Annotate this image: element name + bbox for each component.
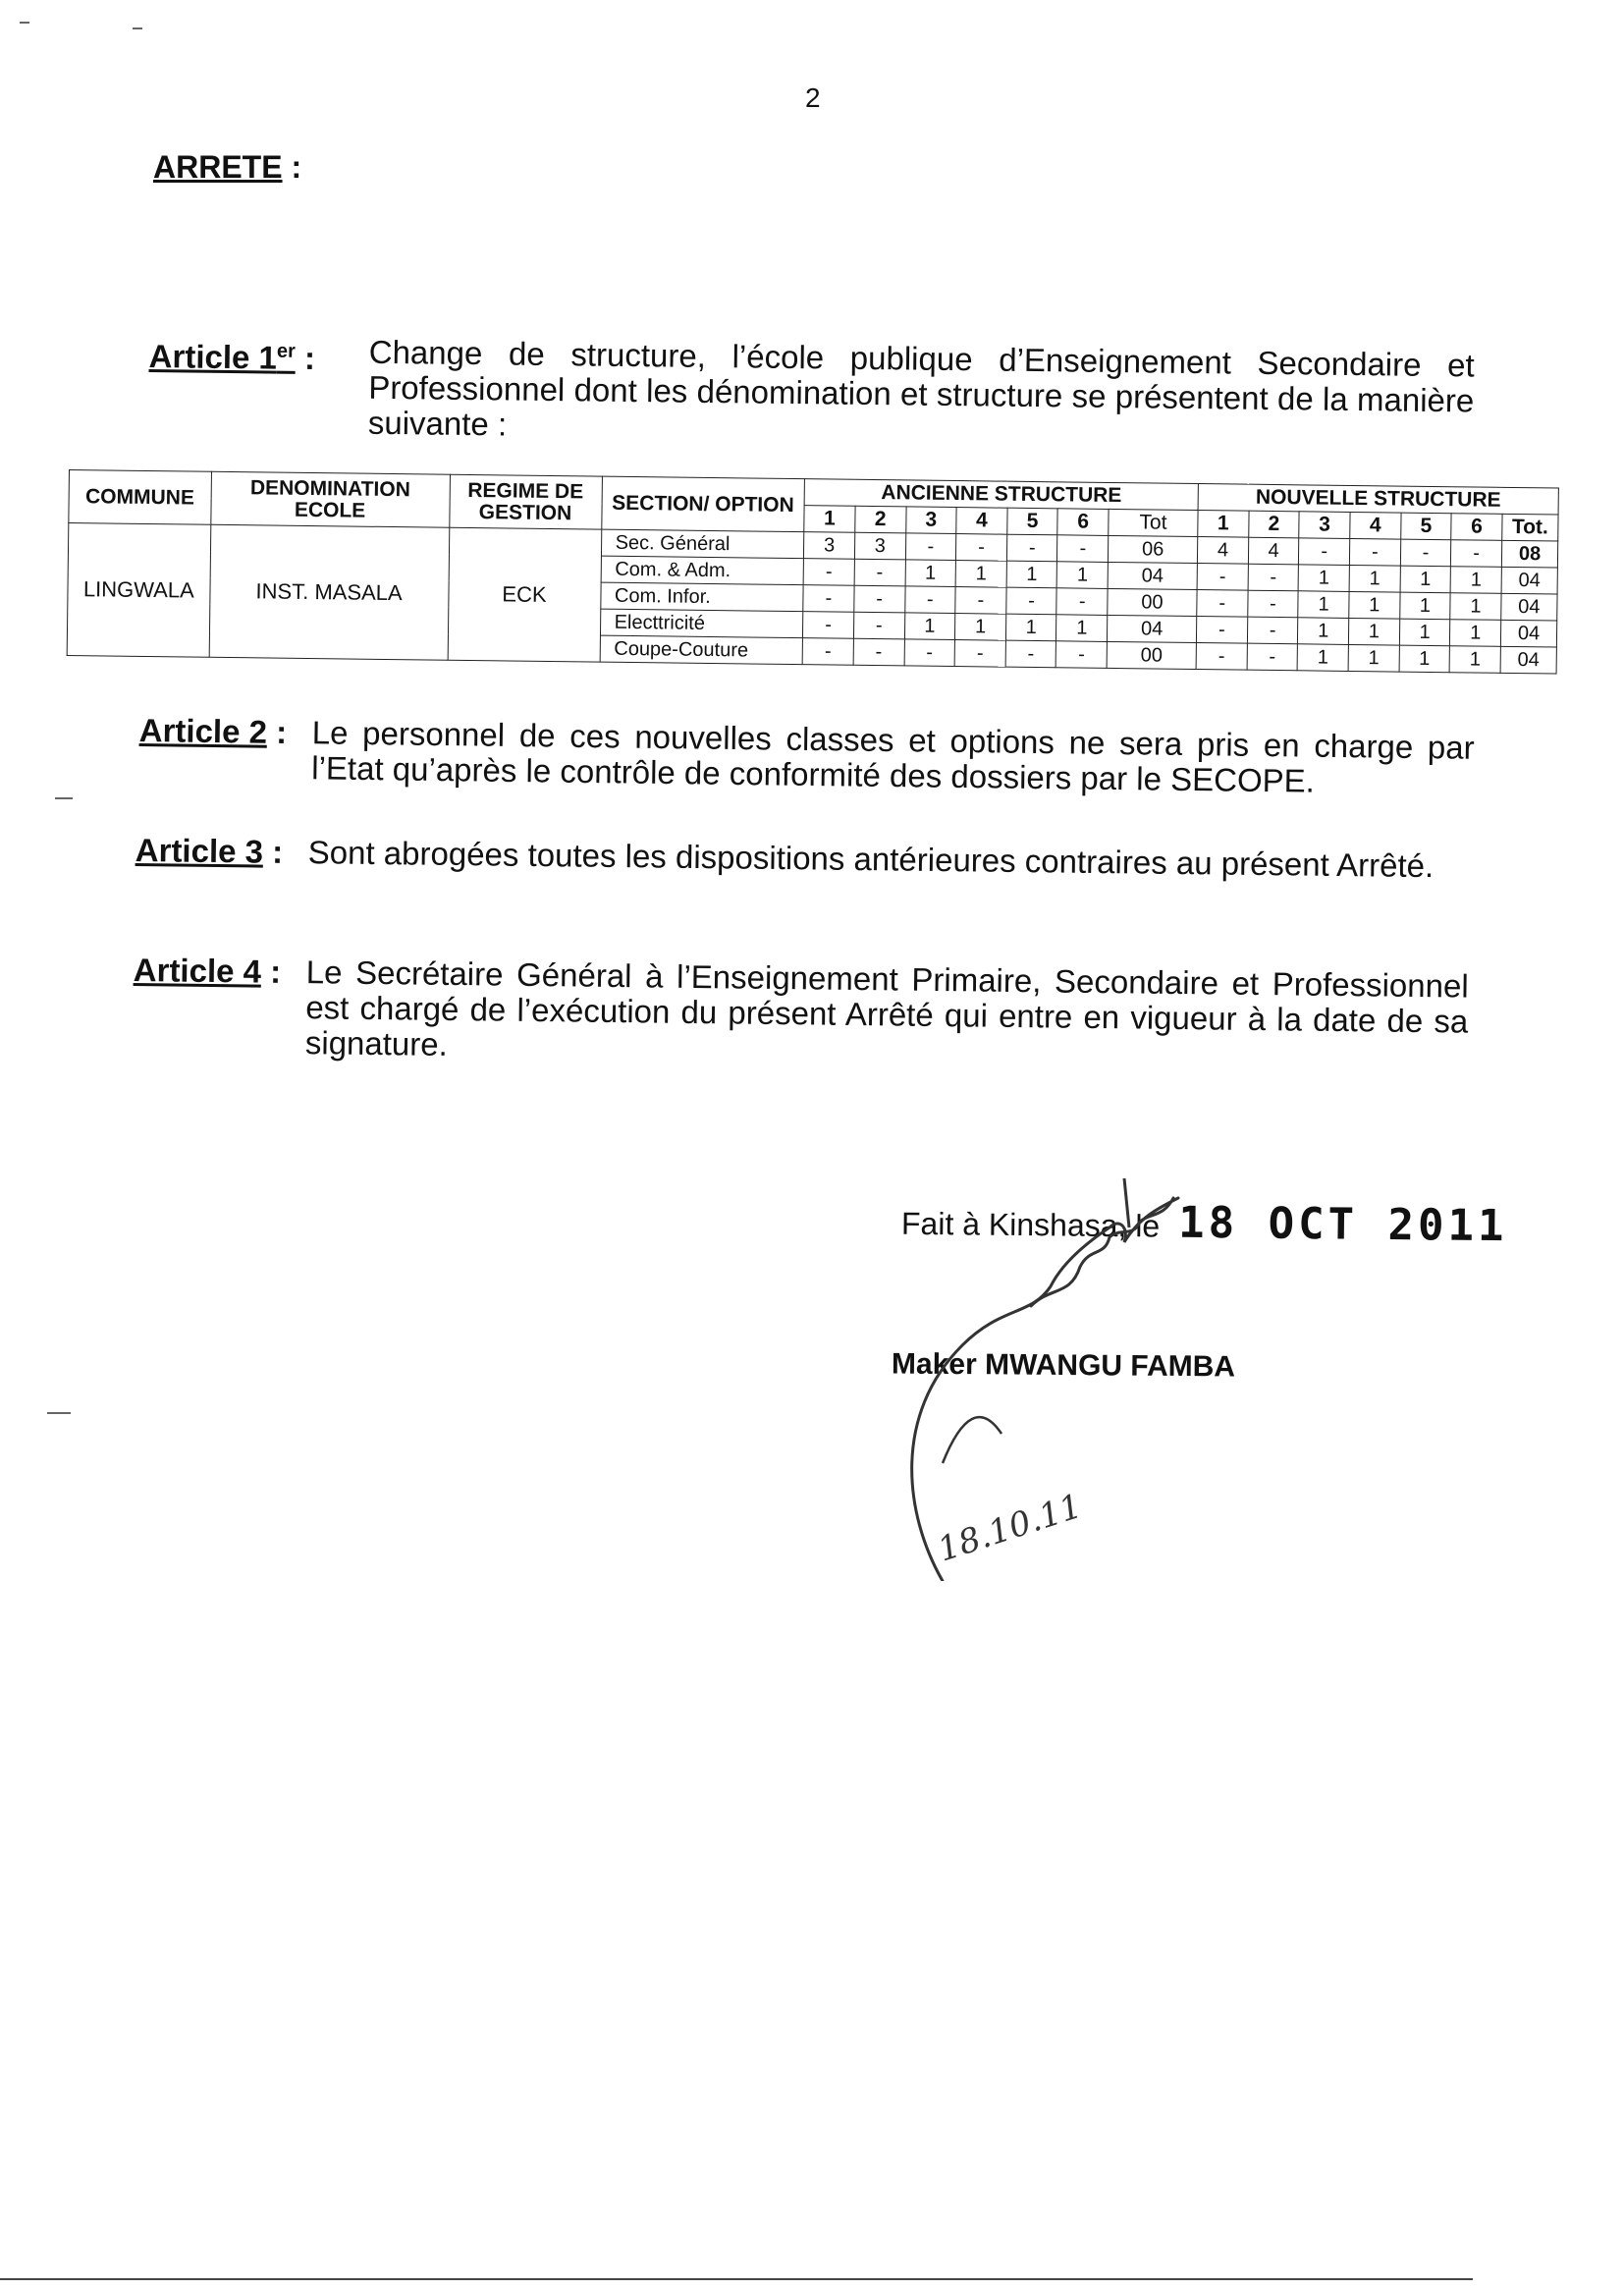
header-ancienne-col: 6	[1057, 509, 1109, 536]
cell-value: -	[854, 585, 905, 613]
cell-value: -	[1196, 617, 1247, 644]
article-4-label: Article 4	[133, 952, 262, 990]
cell-value: 1	[1348, 618, 1399, 645]
article-1	[148, 332, 1475, 454]
article-4-colon: :	[269, 953, 282, 990]
scan-speck	[133, 27, 142, 29]
cell-value: -	[803, 585, 854, 613]
header-nouvelle-col: 1	[1198, 511, 1249, 538]
header-nouvelle-col: 2	[1248, 511, 1299, 538]
cell-value: -	[1248, 564, 1299, 591]
arrete-title: ARRETE	[153, 149, 283, 185]
cell-value: -	[1056, 588, 1108, 616]
arrete-colon: :	[291, 149, 302, 185]
cell-value: 1	[904, 613, 955, 640]
scan-bottom-edge	[0, 2278, 1473, 2280]
article-4	[133, 953, 1469, 1075]
handwritten-signature	[884, 1169, 1218, 1581]
header-ancienne-col: 4	[956, 508, 1007, 535]
article-4-text: Le Secrétaire Général à l’Enseignement Primaire, Secondaire et Professionnel est chargé de l’exécution du présent Arrêté qui entre en vigueur à la date de sa signature.	[304, 954, 1469, 1063]
cell-value: 1	[1400, 566, 1451, 593]
cell-total: 00	[1107, 641, 1196, 669]
cell-value: -	[1005, 640, 1056, 668]
cell-value: -	[904, 639, 955, 667]
cell-value: 1	[955, 561, 1006, 588]
cell-value: -	[1299, 538, 1350, 566]
cell-value: -	[1056, 641, 1108, 669]
handwritten-date: 18.10.11	[933, 1486, 1087, 1570]
article-1-colon: :	[303, 339, 316, 377]
cell-regime: ECK	[448, 527, 602, 662]
article-1-text: Change de structure, l’école publique d’Enseignement Secondaire et Professionnel dont les dénomination et structure se présentent de la manière suivante :	[367, 333, 1475, 443]
article-4-label-wrap	[133, 953, 306, 1061]
article-1-label: Article 1er	[148, 337, 297, 376]
cell-section: Com. Infor.	[600, 582, 803, 612]
cell-value: -	[1247, 617, 1298, 644]
article-3-text: Sont abrogées toutes les dispositions antérieures contraires au présent Arrêté.	[307, 834, 1435, 885]
cell-total: 08	[1501, 540, 1557, 568]
cell-value: -	[956, 534, 1007, 562]
header-nouvelle-col: Tot.	[1502, 514, 1558, 541]
header-nouvelle-col: 3	[1299, 512, 1350, 539]
cell-value: -	[803, 612, 854, 639]
header-denomination: DENOMINATION ECOLE	[210, 471, 449, 527]
cell-value: -	[1006, 587, 1057, 615]
header-section: SECTION/ OPTION	[601, 476, 804, 532]
scan-speck	[47, 1412, 71, 1414]
cell-value: 1	[1005, 614, 1056, 641]
header-commune: COMMUNE	[69, 470, 211, 525]
page-number: 2	[805, 82, 821, 113]
cell-total: 04	[1501, 593, 1557, 621]
article-1-sup: er	[276, 340, 297, 362]
cell-value: -	[802, 638, 853, 666]
article-3	[135, 833, 1471, 885]
cell-value: 1	[1349, 591, 1400, 619]
header-ancienne-col: 3	[905, 507, 956, 534]
article-2-text: Le personnel de ces nouvelles classes et options ne sera pris en charge par l’Etat qu’après le contrôle de conformité des dossiers par le SECOPE.	[311, 714, 1475, 799]
cell-total: 06	[1109, 535, 1198, 563]
cell-value: -	[1400, 539, 1451, 567]
cell-value: 1	[1450, 567, 1501, 594]
header-ancienne-col: 5	[1007, 508, 1058, 535]
cell-value: 1	[1057, 562, 1109, 589]
cell-total: 00	[1108, 588, 1197, 616]
cell-value: 1	[1399, 645, 1450, 673]
arrete-heading	[153, 149, 301, 186]
cell-section: Com. & Adm.	[601, 556, 804, 585]
header-ancienne-structure: ANCIENNE STRUCTURE	[804, 479, 1198, 511]
cell-value: -	[803, 559, 854, 586]
cell-value: 1	[1298, 618, 1349, 645]
cell-value: -	[904, 586, 955, 614]
header-ancienne-col: 1	[804, 506, 855, 533]
structure-table	[67, 469, 1559, 675]
cell-value: -	[905, 533, 956, 561]
cell-value: 1	[1349, 565, 1400, 592]
cell-value: -	[1349, 538, 1400, 566]
cell-value: 1	[1348, 644, 1399, 672]
cell-total: 04	[1108, 562, 1197, 589]
cell-value: -	[1197, 590, 1248, 618]
header-regime: REGIME DE GESTION	[449, 474, 602, 529]
cell-value: 4	[1248, 537, 1299, 565]
article-2-label-wrap	[138, 713, 312, 786]
cell-value: 1	[1399, 619, 1450, 646]
cell-total: 04	[1501, 567, 1557, 594]
cell-value: -	[1057, 535, 1109, 563]
cell-value: 1	[1297, 644, 1348, 672]
cell-value: -	[1451, 540, 1502, 568]
cell-value: -	[854, 559, 905, 586]
cell-value: -	[1197, 564, 1248, 591]
cell-total: 04	[1500, 620, 1556, 647]
header-nouvelle-col: 4	[1350, 512, 1401, 539]
article-2	[138, 713, 1475, 801]
signoff-date-stamp: 18 OCT 2011	[1177, 1197, 1508, 1252]
cell-value: 1	[1298, 591, 1349, 619]
signatory-name: Maker MWANGU FAMBA	[891, 1347, 1236, 1384]
cell-value: 1	[905, 560, 956, 587]
cell-section: Electtricité	[600, 609, 803, 638]
article-3-label: Article 3	[135, 832, 264, 870]
article-3-label-wrap	[135, 833, 308, 870]
cell-value: 1	[1399, 592, 1450, 620]
cell-value: 1	[1450, 620, 1501, 647]
cell-value: 3	[854, 532, 905, 560]
cell-section: Coupe-Couture	[600, 635, 803, 665]
article-3-colon: :	[271, 833, 284, 870]
cell-value: 1	[1006, 561, 1057, 588]
cell-total: 04	[1108, 615, 1197, 642]
cell-value: -	[954, 640, 1005, 668]
signoff-place: Fait à Kinshasa, le	[900, 1205, 1161, 1244]
cell-commune: LINGWALA	[67, 523, 210, 658]
header-nouvelle-col: 6	[1451, 514, 1502, 541]
cell-value: -	[1196, 643, 1247, 671]
cell-value: -	[955, 587, 1006, 615]
scan-speck	[20, 22, 29, 24]
cell-value: -	[1247, 643, 1298, 671]
cell-value: 1	[1298, 565, 1349, 592]
cell-value: 1	[955, 614, 1006, 641]
cell-value: -	[1006, 534, 1057, 562]
cell-value: -	[1247, 590, 1298, 618]
cell-total: 04	[1500, 646, 1556, 674]
article-2-label: Article 2	[138, 712, 268, 750]
cell-value: -	[853, 638, 904, 666]
cell-value: 1	[1056, 615, 1108, 642]
header-ancienne-col: Tot	[1109, 509, 1198, 536]
cell-value: 3	[804, 532, 855, 560]
header-ancienne-col: 2	[855, 506, 906, 533]
cell-value: -	[853, 612, 904, 639]
cell-denomination: INST. MASALA	[209, 524, 449, 660]
cell-value: 1	[1450, 593, 1501, 621]
article-1-label-wrap	[148, 332, 369, 441]
cell-value: 1	[1449, 646, 1500, 674]
article-2-colon: :	[275, 713, 288, 750]
header-nouvelle-col: 5	[1400, 513, 1451, 540]
cell-section: Sec. Général	[601, 529, 804, 559]
scan-speck	[55, 797, 73, 799]
header-nouvelle-structure: NOUVELLE STRUCTURE	[1198, 484, 1558, 515]
cell-value: 4	[1197, 537, 1248, 565]
